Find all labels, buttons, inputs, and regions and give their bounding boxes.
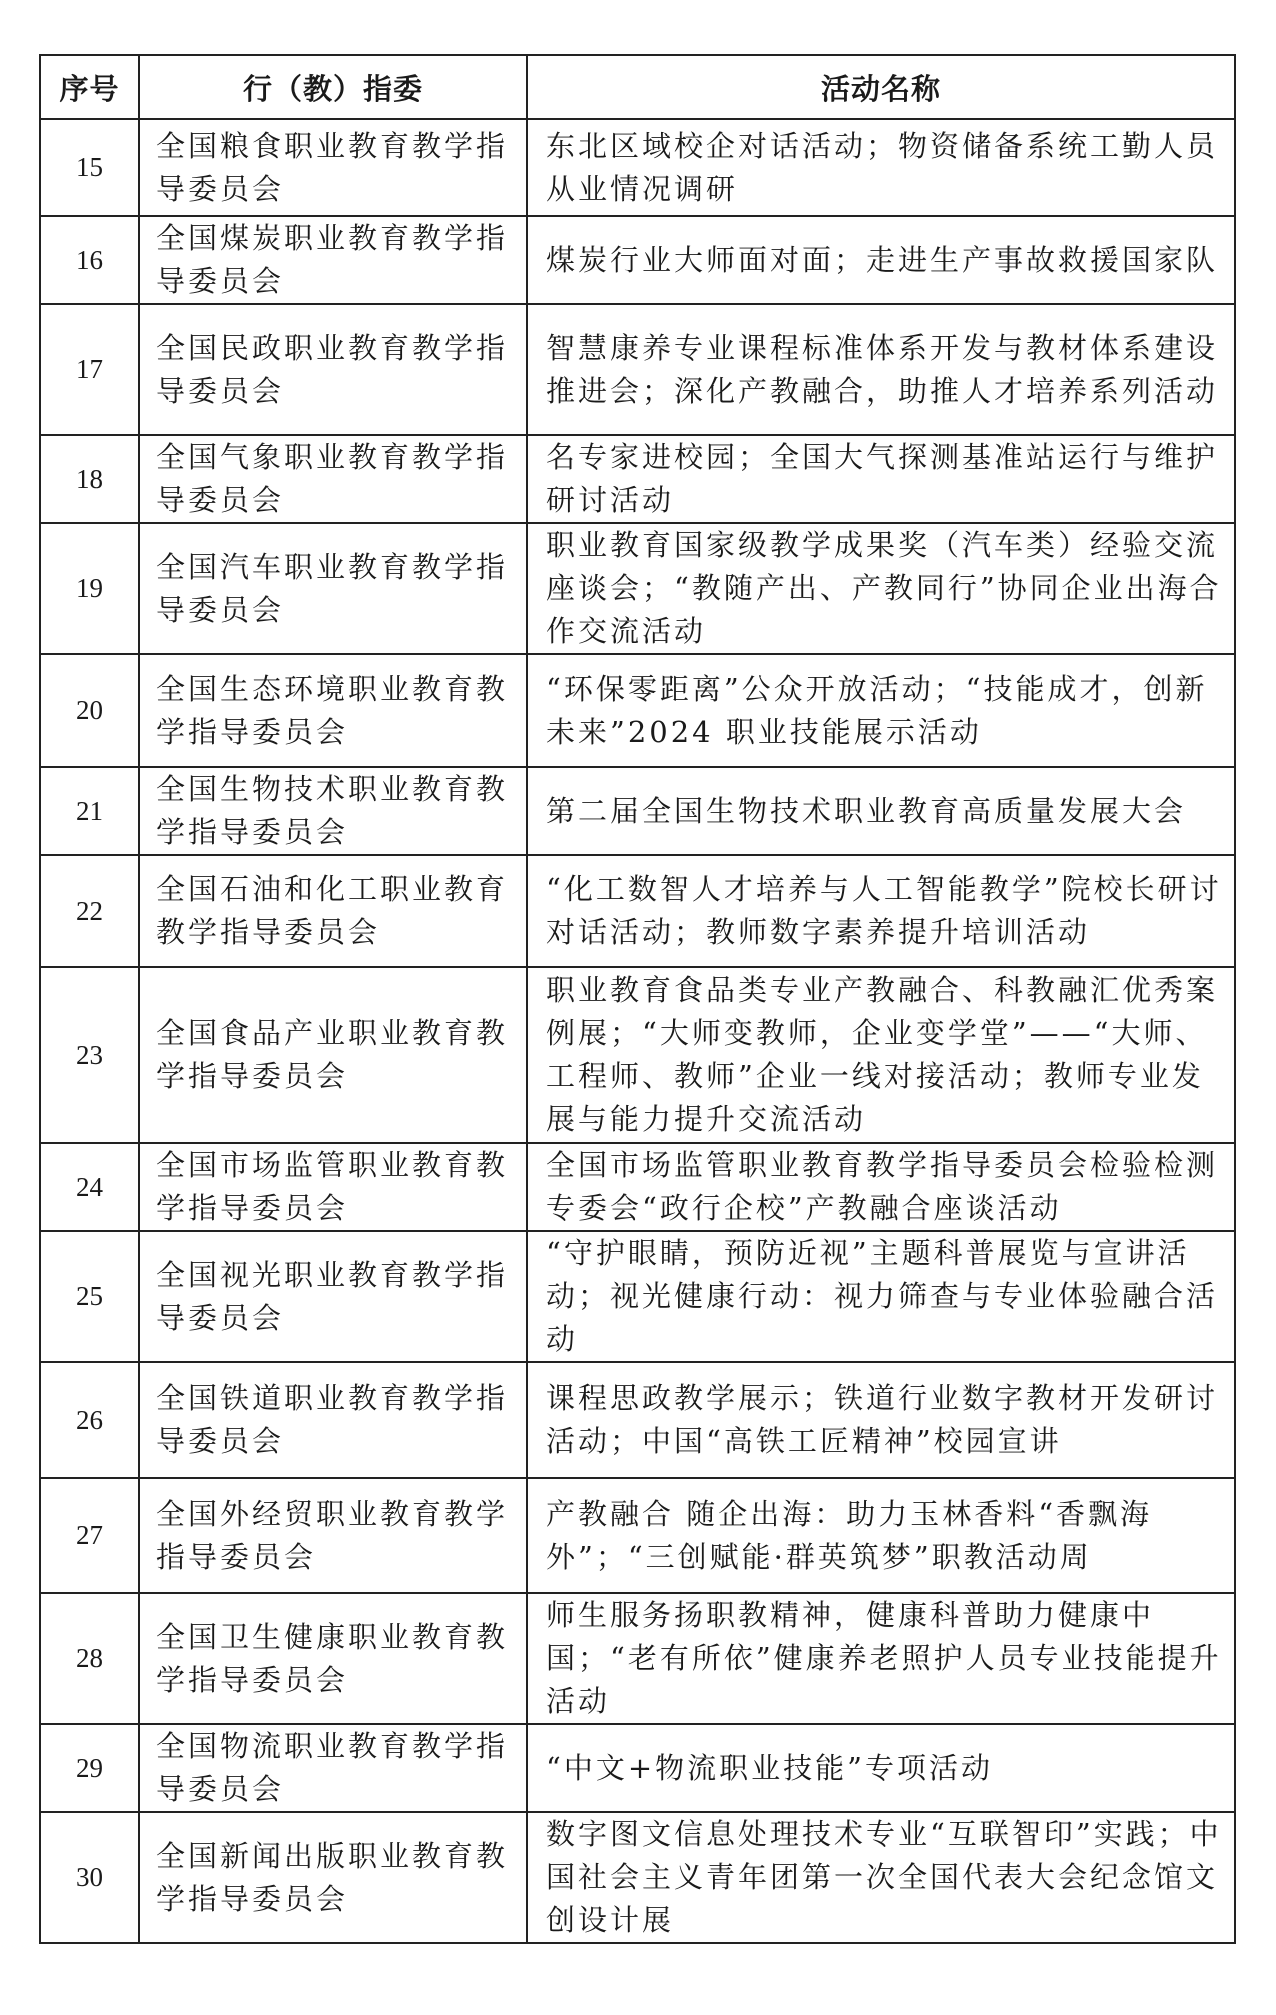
serial-number: 19 [40,523,139,654]
committee-name: 全国煤炭职业教育教学指导委员会 [139,216,527,304]
committee-name: 全国气象职业教育教学指导委员会 [139,435,527,523]
committee-name: 全国物流职业教育教学指导委员会 [139,1724,527,1812]
committee-name: 全国食品产业职业教育教学指导委员会 [139,967,527,1143]
activity-name: 数字图文信息处理技术专业“互联智印”实践；中国社会主义青年团第一次全国代表大会纪念馆文创设计展 [527,1812,1235,1943]
table-row [40,1143,1235,1231]
committee-name: 全国视光职业教育教学指导委员会 [139,1231,527,1362]
activity-name: “守护眼睛，预防近视”主题科普展览与宣讲活动；视光健康行动：视力筛查与专业体验融合活动 [527,1231,1235,1362]
serial-number: 22 [40,855,139,967]
committee-name: 全国铁道职业教育教学指导委员会 [139,1362,527,1478]
activity-name: “环保零距离”公众开放活动；“技能成才，创新未来”2024 职业技能展示活动 [527,654,1235,767]
committee-name: 全国外经贸职业教育教学指导委员会 [139,1478,527,1593]
table-header-row [40,55,1235,119]
committee-name: 全国民政职业教育教学指导委员会 [139,304,527,435]
serial-number: 23 [40,967,139,1143]
serial-number: 21 [40,767,139,855]
table-row [40,304,1235,435]
activity-table [39,54,1236,1944]
activity-name: 名专家进校园；全国大气探测基准站运行与维护研讨活动 [527,435,1235,523]
serial-number: 20 [40,654,139,767]
table-row [40,1231,1235,1362]
table-row [40,855,1235,967]
table-row [40,1593,1235,1724]
serial-number: 30 [40,1812,139,1943]
header-activity-name: 活动名称 [527,55,1235,119]
serial-number: 28 [40,1593,139,1724]
activity-name: 职业教育食品类专业产教融合、科教融汇优秀案例展；“大师变教师，企业变学堂”——“大师、工程师、教师”企业一线对接活动；教师专业发展与能力提升交流活动 [527,967,1235,1143]
table-row [40,967,1235,1143]
serial-number: 24 [40,1143,139,1231]
serial-number: 29 [40,1724,139,1812]
activity-name: 师生服务扬职教精神，健康科普助力健康中国；“老有所依”健康养老照护人员专业技能提升活动 [527,1593,1235,1724]
activity-name: 智慧康养专业课程标准体系开发与教材体系建设推进会；深化产教融合，助推人才培养系列活动 [527,304,1235,435]
header-serial-number: 序号 [40,55,139,119]
serial-number: 25 [40,1231,139,1362]
serial-number: 27 [40,1478,139,1593]
table-row [40,119,1235,216]
table-row [40,1478,1235,1593]
committee-name: 全国新闻出版职业教育教学指导委员会 [139,1812,527,1943]
committee-name: 全国生物技术职业教育教学指导委员会 [139,767,527,855]
committee-name: 全国卫生健康职业教育教学指导委员会 [139,1593,527,1724]
committee-name: 全国生态环境职业教育教学指导委员会 [139,654,527,767]
activity-name: 课程思政教学展示；铁道行业数字教材开发研讨活动；中国“高铁工匠精神”校园宣讲 [527,1362,1235,1478]
committee-name: 全国石油和化工职业教育教学指导委员会 [139,855,527,967]
activity-name: 东北区域校企对话活动；物资储备系统工勤人员从业情况调研 [527,119,1235,216]
activity-name: 职业教育国家级教学成果奖（汽车类）经验交流座谈会；“教随产出、产教同行”协同企业出海合作交流活动 [527,523,1235,654]
activity-name: “中文+物流职业技能”专项活动 [527,1724,1235,1812]
committee-name: 全国市场监管职业教育教学指导委员会 [139,1143,527,1231]
serial-number: 26 [40,1362,139,1478]
table-row [40,654,1235,767]
table-row [40,435,1235,523]
activity-name: 第二届全国生物技术职业教育高质量发展大会 [527,767,1235,855]
table-row [40,523,1235,654]
serial-number: 16 [40,216,139,304]
table-row [40,1362,1235,1478]
activity-name: 产教融合 随企出海：助力玉林香料“香飘海外”；“三创赋能·群英筑梦”职教活动周 [527,1478,1235,1593]
activity-name: “化工数智人才培养与人工智能教学”院校长研讨对话活动；教师数字素养提升培训活动 [527,855,1235,967]
table-row [40,216,1235,304]
serial-number: 15 [40,119,139,216]
table-row [40,1812,1235,1943]
header-committee: 行（教）指委 [139,55,527,119]
activity-name: 全国市场监管职业教育教学指导委员会检验检测专委会“政行企校”产教融合座谈活动 [527,1143,1235,1231]
table-row [40,767,1235,855]
committee-name: 全国汽车职业教育教学指导委员会 [139,523,527,654]
activity-name: 煤炭行业大师面对面；走进生产事故救援国家队 [527,216,1235,304]
serial-number: 17 [40,304,139,435]
table-row [40,1724,1235,1812]
serial-number: 18 [40,435,139,523]
committee-name: 全国粮食职业教育教学指导委员会 [139,119,527,216]
